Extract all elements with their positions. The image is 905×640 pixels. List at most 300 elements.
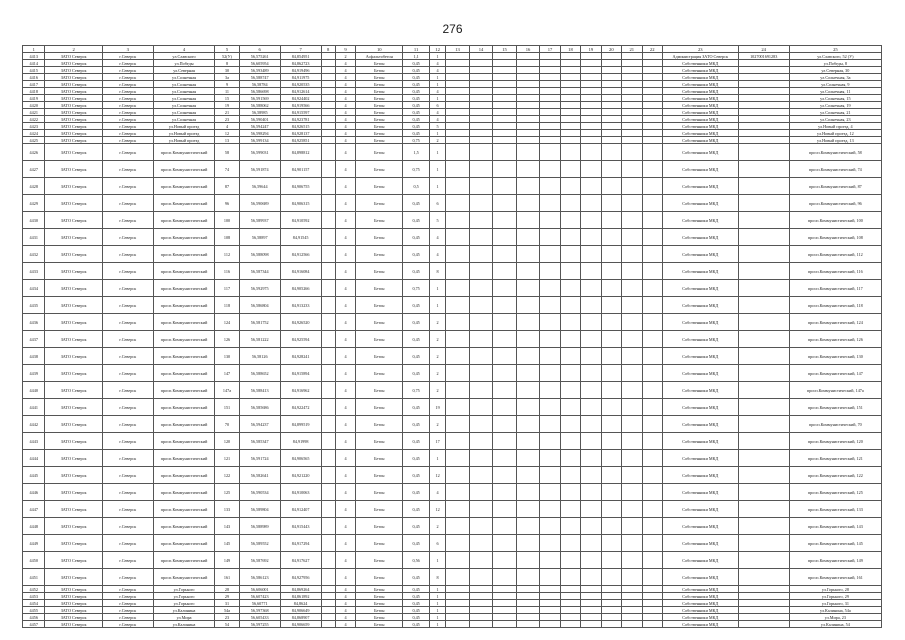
table-cell-col-3: г.Северск <box>102 535 153 552</box>
table-cell-col-7: 84,916962 <box>280 382 321 399</box>
table-cell-col-1: 4431 <box>23 229 45 246</box>
table-cell-col-10: Бетон <box>356 467 403 484</box>
table-cell-col-8 <box>321 178 335 195</box>
table-cell-col-13 <box>446 161 470 178</box>
table-cell-col-25: просп.Коммунистический, 74 <box>789 161 881 178</box>
table-cell-col-25: просп.Коммунистический, 143 <box>789 518 881 535</box>
table-cell-col-20 <box>601 102 621 109</box>
table-cell-col-4: просп.Коммунистический <box>153 535 214 552</box>
table-cell-col-10: Бетон <box>356 399 403 416</box>
table-cell-col-14 <box>469 569 493 586</box>
column-number-cell: 9 <box>335 46 355 53</box>
table-cell-col-1: 4426 <box>23 144 45 161</box>
table-cell-col-25: просп.Коммунистический, 147а <box>789 382 881 399</box>
table-cell-col-24 <box>738 178 789 195</box>
table-cell-col-2: ЗАТО Северск <box>45 348 102 365</box>
table-cell-col-15 <box>493 95 517 102</box>
table-cell-col-24 <box>738 67 789 74</box>
table-cell-col-19 <box>581 607 601 614</box>
table-cell-col-9: 2 <box>335 53 355 60</box>
table-cell-col-11: 0,45 <box>403 433 430 450</box>
table-cell-col-17 <box>540 552 560 569</box>
table-cell-col-12: 1 <box>429 621 445 628</box>
table-row <box>23 484 882 501</box>
table-cell-col-10: Бетон <box>356 144 403 161</box>
table-cell-col-12: 1 <box>429 552 445 569</box>
table-row <box>23 600 882 607</box>
table-cell-col-23: Собственники МКД <box>662 130 738 137</box>
table-cell-col-21 <box>622 297 642 314</box>
table-cell-col-6: 56,606001 <box>239 586 280 593</box>
column-number-cell: 13 <box>446 46 470 53</box>
table-cell-col-5: 161 <box>215 569 240 586</box>
table-cell-col-24 <box>738 130 789 137</box>
table-cell-col-4: просп.Коммунистический <box>153 144 214 161</box>
table-cell-col-12: 2 <box>429 331 445 348</box>
table-cell-col-9: 4 <box>335 81 355 88</box>
table-cell-col-12: 2 <box>429 365 445 382</box>
table-cell-col-23: Собственники МКД <box>662 518 738 535</box>
table-cell-col-22 <box>642 116 662 123</box>
table-cell-col-2: ЗАТО Северск <box>45 88 102 95</box>
table-cell-col-18 <box>560 88 580 95</box>
table-cell-col-13 <box>446 212 470 229</box>
table-cell-col-23: Собственники МКД <box>662 365 738 382</box>
table-cell-col-8 <box>321 484 335 501</box>
table-cell-col-6: 56,58985 <box>239 109 280 116</box>
table-cell-col-4: ул.Горького <box>153 593 214 600</box>
table-cell-col-2: ЗАТО Северск <box>45 593 102 600</box>
table-cell-col-13 <box>446 116 470 123</box>
table-cell-col-3: г.Северск <box>102 552 153 569</box>
table-cell-col-3: г.Северск <box>102 53 153 60</box>
table-cell-col-3: г.Северск <box>102 229 153 246</box>
table-cell-col-25: просп.Коммунистический, 118 <box>789 297 881 314</box>
table-cell-col-7: 84,920535 <box>280 81 321 88</box>
table-row <box>23 246 882 263</box>
table-cell-col-19 <box>581 88 601 95</box>
table-cell-col-17 <box>540 535 560 552</box>
table-cell-col-2: ЗАТО Северск <box>45 144 102 161</box>
table-cell-col-2: ЗАТО Северск <box>45 161 102 178</box>
table-cell-col-3: г.Северск <box>102 518 153 535</box>
table-cell-col-18 <box>560 399 580 416</box>
table-row <box>23 212 882 229</box>
table-cell-col-22 <box>642 88 662 95</box>
table-cell-col-15 <box>493 348 517 365</box>
table-cell-col-12: 2 <box>429 518 445 535</box>
table-cell-col-1: 4457 <box>23 621 45 628</box>
table-cell-col-14 <box>469 88 493 95</box>
table-cell-col-13 <box>446 600 470 607</box>
table-cell-col-22 <box>642 450 662 467</box>
table-cell-col-14 <box>469 518 493 535</box>
table-cell-col-22 <box>642 280 662 297</box>
table-cell-col-1: 4439 <box>23 365 45 382</box>
table-cell-col-16 <box>516 297 540 314</box>
table-cell-col-14 <box>469 246 493 263</box>
table-cell-col-6: 56,59644 <box>239 178 280 195</box>
table-cell-col-10: Бетон <box>356 246 403 263</box>
table-cell-col-8 <box>321 518 335 535</box>
column-number-cell: 24 <box>738 46 789 53</box>
table-cell-col-6: 56,590689 <box>239 195 280 212</box>
table-cell-col-6: 56,588989 <box>239 518 280 535</box>
table-cell-col-8 <box>321 95 335 102</box>
table-cell-col-15 <box>493 178 517 195</box>
table-cell-col-1: 4424 <box>23 130 45 137</box>
table-cell-col-3: г.Северск <box>102 297 153 314</box>
table-cell-col-4: ул.Солнечная <box>153 95 214 102</box>
table-cell-col-11: 0,45 <box>403 467 430 484</box>
table-cell-col-3: г.Северск <box>102 280 153 297</box>
table-cell-col-6: 56,605954 <box>239 60 280 67</box>
table-cell-col-23: Собственники МКД <box>662 263 738 280</box>
table-cell-col-13 <box>446 263 470 280</box>
table-cell-col-3: г.Северск <box>102 123 153 130</box>
table-cell-col-15 <box>493 130 517 137</box>
table-cell-col-6: 56,582641 <box>239 467 280 484</box>
table-cell-col-21 <box>622 518 642 535</box>
table-cell-col-2: ЗАТО Северск <box>45 399 102 416</box>
table-cell-col-11: 0,45 <box>403 600 430 607</box>
table-cell-col-11: 0,5 <box>403 178 430 195</box>
table-cell-col-17 <box>540 116 560 123</box>
table-cell-col-7: 84,917294 <box>280 535 321 552</box>
table-cell-col-21 <box>622 81 642 88</box>
table-cell-col-2: ЗАТО Северск <box>45 552 102 569</box>
table-cell-col-9: 4 <box>335 382 355 399</box>
table-cell-col-24 <box>738 81 789 88</box>
table-cell-col-6: 56,585347 <box>239 433 280 450</box>
table-cell-col-12: 1 <box>429 297 445 314</box>
table-cell-col-13 <box>446 130 470 137</box>
table-cell-col-12: 1 <box>429 130 445 137</box>
table-cell-col-15 <box>493 263 517 280</box>
table-cell-col-14 <box>469 95 493 102</box>
table-cell-col-22 <box>642 95 662 102</box>
table-cell-col-19 <box>581 586 601 593</box>
table-cell-col-7: 84,923781 <box>280 116 321 123</box>
table-cell-col-10: Бетон <box>356 535 403 552</box>
table-cell-col-17 <box>540 433 560 450</box>
table-cell-col-9: 4 <box>335 467 355 484</box>
table-cell-col-3: г.Северск <box>102 95 153 102</box>
table-row <box>23 102 882 109</box>
table-cell-col-18 <box>560 81 580 88</box>
table-cell-col-2: ЗАТО Северск <box>45 331 102 348</box>
table-cell-col-2: ЗАТО Северск <box>45 280 102 297</box>
table-cell-col-3: г.Северск <box>102 416 153 433</box>
table-cell-col-15 <box>493 314 517 331</box>
table-cell-col-25: ул.Солнечная, 11 <box>789 88 881 95</box>
table-cell-col-10: Бетон <box>356 130 403 137</box>
table-cell-col-8 <box>321 621 335 628</box>
table-cell-col-19 <box>581 246 601 263</box>
table-cell-col-23: Собственники МКД <box>662 67 738 74</box>
table-row <box>23 178 882 195</box>
table-cell-col-22 <box>642 67 662 74</box>
table-cell-col-24 <box>738 246 789 263</box>
column-number-cell: 10 <box>356 46 403 53</box>
table-row <box>23 433 882 450</box>
table-cell-col-8 <box>321 586 335 593</box>
table-cell-col-8 <box>321 450 335 467</box>
table-cell-col-21 <box>622 74 642 81</box>
table-cell-col-15 <box>493 53 517 60</box>
table-cell-col-22 <box>642 518 662 535</box>
table-cell-col-13 <box>446 518 470 535</box>
table-cell-col-2: ЗАТО Северск <box>45 614 102 621</box>
table-cell-col-15 <box>493 501 517 518</box>
table-row <box>23 263 882 280</box>
table-cell-col-12: 1 <box>429 74 445 81</box>
table-cell-col-9: 4 <box>335 195 355 212</box>
column-number-cell: 12 <box>429 46 445 53</box>
table-cell-col-3: г.Северск <box>102 178 153 195</box>
table-cell-col-8 <box>321 263 335 280</box>
table-cell-col-14 <box>469 116 493 123</box>
table-cell-col-7: 84,915894 <box>280 365 321 382</box>
table-cell-col-1: 4442 <box>23 416 45 433</box>
table-cell-col-4: просп.Коммунистический <box>153 416 214 433</box>
table-cell-col-21 <box>622 60 642 67</box>
table-cell-col-11: 0,75 <box>403 161 430 178</box>
table-cell-col-3: г.Северск <box>102 116 153 123</box>
table-cell-col-18 <box>560 60 580 67</box>
table-cell-col-16 <box>516 130 540 137</box>
table-cell-col-2: ЗАТО Северск <box>45 263 102 280</box>
table-cell-col-7: 84,862723 <box>280 60 321 67</box>
table-cell-col-13 <box>446 280 470 297</box>
table-cell-col-7: 84,861892 <box>280 593 321 600</box>
table-cell-col-16 <box>516 600 540 607</box>
table-cell-col-9: 4 <box>335 450 355 467</box>
table-cell-col-10: Бетон <box>356 552 403 569</box>
table-cell-col-17 <box>540 130 560 137</box>
table-cell-col-19 <box>581 109 601 116</box>
table-cell-col-16 <box>516 365 540 382</box>
table-cell-col-22 <box>642 60 662 67</box>
table-cell-col-5: 149 <box>215 552 240 569</box>
table-cell-col-21 <box>622 607 642 614</box>
table-cell-col-14 <box>469 53 493 60</box>
table-cell-col-19 <box>581 67 601 74</box>
table-cell-col-8 <box>321 123 335 130</box>
table-cell-col-10: Бетон <box>356 137 403 144</box>
table-cell-col-9: 4 <box>335 229 355 246</box>
table-cell-col-15 <box>493 331 517 348</box>
table-cell-col-13 <box>446 399 470 416</box>
table-cell-col-4: просп.Коммунистический <box>153 365 214 382</box>
table-cell-col-19 <box>581 621 601 628</box>
table-cell-col-19 <box>581 297 601 314</box>
table-cell-col-14 <box>469 263 493 280</box>
table-cell-col-25: просп.Коммунистический, 149 <box>789 552 881 569</box>
table-cell-col-23: Собственники МКД <box>662 116 738 123</box>
table-cell-col-11: 0,45 <box>403 263 430 280</box>
table-cell-col-4: ул.Солнечная <box>153 116 214 123</box>
table-cell-col-14 <box>469 130 493 137</box>
table-cell-col-12: 6 <box>429 102 445 109</box>
table-row <box>23 331 882 348</box>
table-cell-col-19 <box>581 161 601 178</box>
table-cell-col-20 <box>601 246 621 263</box>
table-cell-col-13 <box>446 467 470 484</box>
table-cell-col-12: 1 <box>429 593 445 600</box>
table-cell-col-7: 84,912407 <box>280 501 321 518</box>
table-cell-col-24 <box>738 450 789 467</box>
table-cell-col-25: ул.Солнечная, 21 <box>789 109 881 116</box>
table-cell-col-19 <box>581 212 601 229</box>
table-cell-col-8 <box>321 116 335 123</box>
table-cell-col-17 <box>540 280 560 297</box>
table-cell-col-6: 56,594237 <box>239 416 280 433</box>
table-cell-col-8 <box>321 144 335 161</box>
table-cell-col-15 <box>493 433 517 450</box>
table-cell-col-7: 84,926515 <box>280 123 321 130</box>
table-cell-col-5: 147а <box>215 382 240 399</box>
table-row <box>23 399 882 416</box>
table-cell-col-4: ул.Горького <box>153 600 214 607</box>
table-row <box>23 67 882 74</box>
table-cell-col-9: 4 <box>335 569 355 586</box>
column-number-cell: 1 <box>23 46 45 53</box>
table-cell-col-8 <box>321 297 335 314</box>
table-cell-col-1: 4449 <box>23 535 45 552</box>
table-cell-col-15 <box>493 365 517 382</box>
table-cell-col-5: 29 <box>215 593 240 600</box>
table-cell-col-2: ЗАТО Северск <box>45 53 102 60</box>
table-cell-col-4: ул.Солнечная <box>153 109 214 116</box>
table-cell-col-17 <box>540 614 560 621</box>
table-cell-col-10: Бетон <box>356 593 403 600</box>
table-cell-col-10: Бетон <box>356 229 403 246</box>
table-cell-col-22 <box>642 399 662 416</box>
table-cell-col-9: 4 <box>335 161 355 178</box>
table-cell-col-1: 4444 <box>23 450 45 467</box>
table-cell-col-16 <box>516 614 540 621</box>
table-cell-col-13 <box>446 74 470 81</box>
table-cell-col-24 <box>738 614 789 621</box>
table-cell-col-24 <box>738 586 789 593</box>
table-cell-col-16 <box>516 535 540 552</box>
table-cell-col-10: Бетон <box>356 60 403 67</box>
table-cell-col-1: 4419 <box>23 95 45 102</box>
table-cell-col-5: 120 <box>215 433 240 450</box>
table-cell-col-8 <box>321 88 335 95</box>
table-cell-col-13 <box>446 67 470 74</box>
table-cell-col-12: 12 <box>429 467 445 484</box>
table-cell-col-13 <box>446 621 470 628</box>
table-cell-col-10: Бетон <box>356 416 403 433</box>
table-cell-col-9: 4 <box>335 130 355 137</box>
table-cell-col-5: 12 <box>215 130 240 137</box>
table-cell-col-5: 118 <box>215 297 240 314</box>
table-cell-col-11: 0,45 <box>403 569 430 586</box>
table-cell-col-17 <box>540 467 560 484</box>
table-cell-col-7: 84,854951 <box>280 53 321 60</box>
table-cell-col-16 <box>516 53 540 60</box>
table-cell-col-4: просп.Коммунистический <box>153 280 214 297</box>
table-cell-col-25: просп.Коммунистический, 108 <box>789 229 881 246</box>
table-cell-col-13 <box>446 331 470 348</box>
table-cell-col-12: 1 <box>429 144 445 161</box>
table-cell-col-18 <box>560 331 580 348</box>
table-cell-col-12: 4 <box>429 88 445 95</box>
table-cell-col-2: ЗАТО Северск <box>45 67 102 74</box>
table-cell-col-18 <box>560 314 580 331</box>
table-cell-col-9: 4 <box>335 297 355 314</box>
table-cell-col-21 <box>622 535 642 552</box>
table-cell-col-6: 56,58784 <box>239 81 280 88</box>
table-cell-col-6: 56,592975 <box>239 280 280 297</box>
table-cell-col-18 <box>560 297 580 314</box>
table-cell-col-12: 1 <box>429 614 445 621</box>
table-cell-col-20 <box>601 569 621 586</box>
table-cell-col-15 <box>493 144 517 161</box>
table-cell-col-17 <box>540 67 560 74</box>
table-cell-col-4: просп.Коммунистический <box>153 450 214 467</box>
table-cell-col-17 <box>540 123 560 130</box>
table-cell-col-24 <box>738 109 789 116</box>
table-cell-col-6: 56,587344 <box>239 263 280 280</box>
table-cell-col-20 <box>601 614 621 621</box>
table-row <box>23 60 882 67</box>
table-cell-col-17 <box>540 102 560 109</box>
table-cell-col-2: ЗАТО Северск <box>45 123 102 130</box>
table-cell-col-9: 4 <box>335 67 355 74</box>
table-cell-col-18 <box>560 600 580 607</box>
table-cell-col-9: 4 <box>335 178 355 195</box>
table-cell-col-19 <box>581 416 601 433</box>
table-cell-col-25: просп.Коммунистический, 125 <box>789 484 881 501</box>
table-cell-col-23: Собственники МКД <box>662 297 738 314</box>
table-cell-col-24 <box>738 348 789 365</box>
table-cell-col-1: 4435 <box>23 297 45 314</box>
table-cell-col-19 <box>581 600 601 607</box>
table-cell-col-13 <box>446 614 470 621</box>
table-cell-col-15 <box>493 195 517 212</box>
table-cell-col-11: 0,45 <box>403 607 430 614</box>
table-cell-col-24 <box>738 467 789 484</box>
table-cell-col-13 <box>446 195 470 212</box>
table-cell-col-5: 4 <box>215 123 240 130</box>
table-cell-col-8 <box>321 102 335 109</box>
column-number-cell: 17 <box>540 46 560 53</box>
table-cell-col-14 <box>469 331 493 348</box>
table-cell-col-2: ЗАТО Северск <box>45 60 102 67</box>
table-cell-col-15 <box>493 552 517 569</box>
table-cell-col-10: Бетон <box>356 614 403 621</box>
table-cell-col-5: 151 <box>215 399 240 416</box>
table-cell-col-2: ЗАТО Северск <box>45 297 102 314</box>
table-row <box>23 53 882 60</box>
table-cell-col-20 <box>601 297 621 314</box>
table-cell-col-23: Собственники МКД <box>662 607 738 614</box>
table-cell-col-1: 4421 <box>23 109 45 116</box>
table-cell-col-3: г.Северск <box>102 348 153 365</box>
table-cell-col-16 <box>516 586 540 593</box>
table-cell-col-15 <box>493 621 517 628</box>
table-cell-col-11: 0,45 <box>403 365 430 382</box>
table-cell-col-14 <box>469 229 493 246</box>
table-cell-col-15 <box>493 74 517 81</box>
column-number-cell: 25 <box>789 46 881 53</box>
table-cell-col-13 <box>446 484 470 501</box>
table-cell-col-20 <box>601 137 621 144</box>
table-cell-col-9: 4 <box>335 614 355 621</box>
